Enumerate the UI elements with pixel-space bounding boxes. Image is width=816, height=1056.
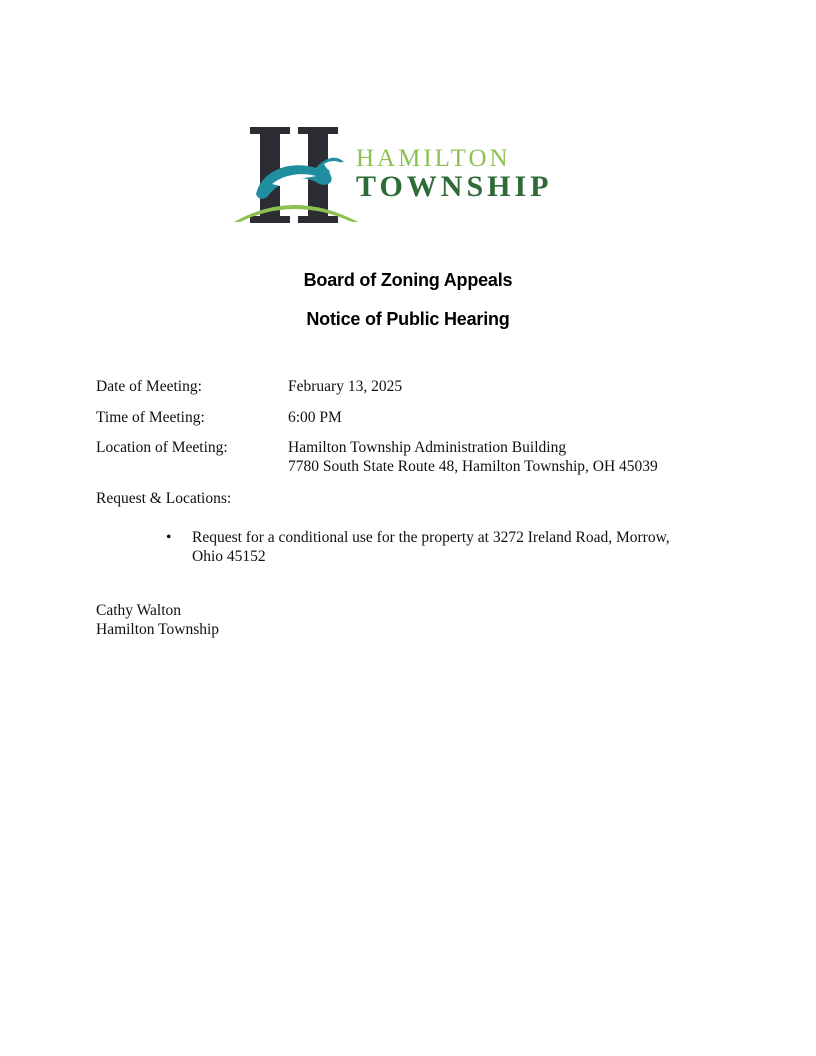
page-title: Board of Zoning Appeals — [303, 270, 513, 290]
request-item-text: Request for a conditional use for the property at 3272 Ireland Road, Morrow, Ohio 45152 — [192, 529, 670, 565]
meeting-location-line1: Hamilton Township Administration Building — [288, 439, 567, 456]
meeting-location-label: Location of Meeting: — [96, 439, 228, 456]
bullet-icon: • — [166, 529, 172, 546]
logo-h-right-serif-bottom — [298, 216, 338, 223]
meeting-location-line2: 7780 South State Route 48, Hamilton Township, OH 45039 — [288, 458, 658, 475]
logo-wordmark-township: TOWNSHIP — [356, 170, 553, 203]
logo-h-left-serif-bottom — [250, 216, 290, 223]
meeting-location-value — [288, 438, 658, 476]
signature-block — [96, 601, 219, 639]
meeting-date-value: February 13, 2025 — [288, 378, 403, 395]
hamilton-township-logo — [232, 124, 588, 226]
signature-organization: Hamilton Township — [96, 621, 220, 638]
meeting-time-value: 6:00 PM — [288, 409, 342, 426]
requests-label: Request & Locations: — [96, 490, 232, 507]
signature-name: Cathy Walton — [96, 602, 182, 619]
logo-wordmark-hamilton: HAMILTON — [356, 145, 511, 172]
page-subtitle: Notice of Public Hearing — [306, 309, 510, 329]
meeting-time-label: Time of Meeting: — [96, 409, 205, 426]
meeting-date-label: Date of Meeting: — [96, 378, 202, 395]
